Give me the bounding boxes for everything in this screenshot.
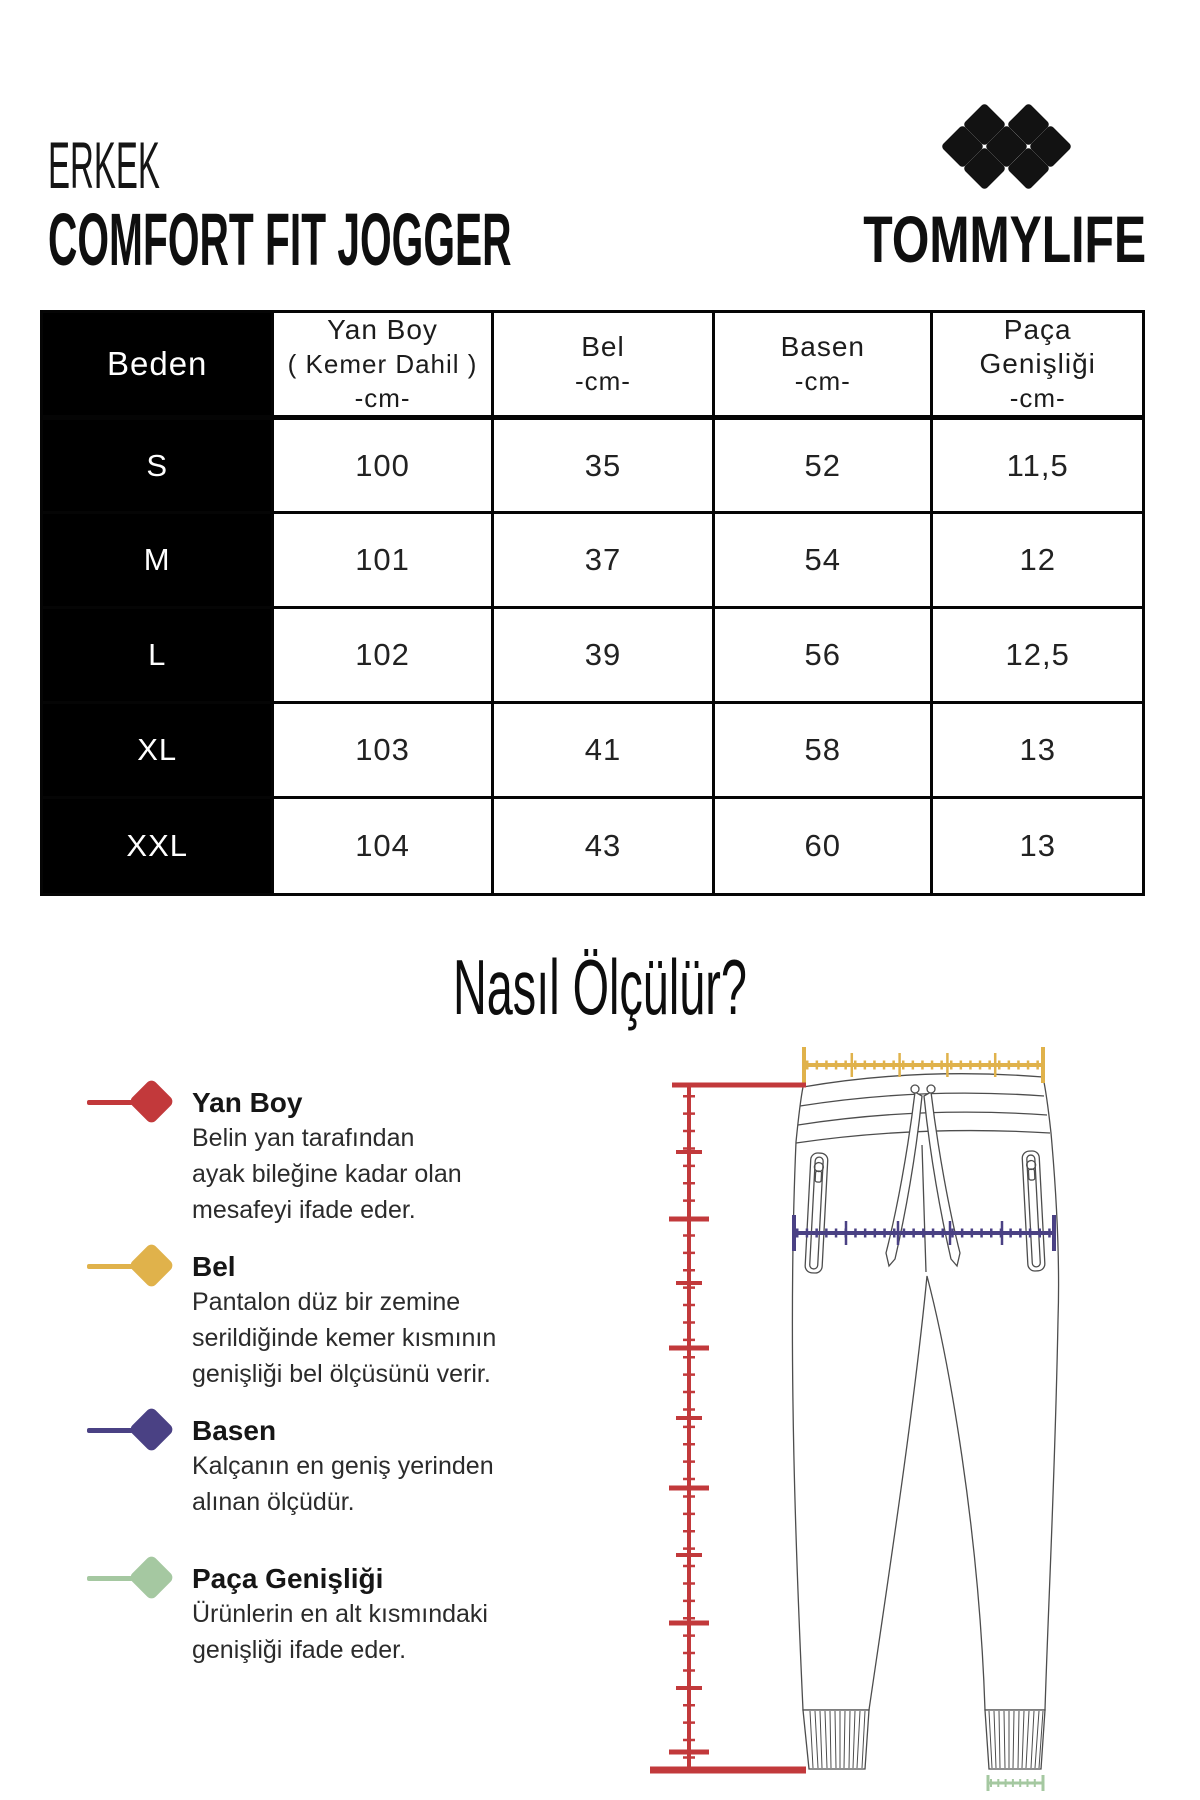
value-cell: 35 bbox=[492, 418, 714, 513]
jogger-measurement-diagram bbox=[620, 920, 1180, 1800]
marker-line bbox=[87, 1100, 133, 1105]
value-cell: 13 bbox=[932, 798, 1144, 895]
brand-name-text: TOMMYLIFE bbox=[863, 202, 1147, 276]
marker-line bbox=[87, 1264, 133, 1269]
brand-name bbox=[805, 202, 1200, 276]
legend-item-yan-boy bbox=[75, 1086, 545, 1228]
legend-item-description: Pantalon düz bir zemine serildiğinde kemer kısmının genişliği bel ölçüsünü verir. bbox=[192, 1288, 497, 1388]
diamond-marker-icon bbox=[128, 1242, 175, 1289]
value-cell: 100 bbox=[273, 418, 492, 513]
table-row-l bbox=[42, 608, 1144, 703]
legend-item-bel bbox=[75, 1250, 545, 1392]
size-label: S bbox=[42, 418, 273, 513]
value-cell: 37 bbox=[492, 513, 714, 608]
jogger-outline bbox=[792, 1074, 1058, 1769]
category-text: ERKEK bbox=[48, 128, 160, 202]
category-label bbox=[48, 128, 272, 202]
value-cell: 54 bbox=[714, 513, 932, 608]
product-title-text: COMFORT FIT JOGGER bbox=[48, 198, 512, 281]
value-cell: 41 bbox=[492, 703, 714, 798]
column-header-beden: Beden bbox=[42, 312, 273, 418]
legend-item-description: Kalçanın en geniş yerinden alınan ölçüdür. bbox=[192, 1452, 494, 1516]
value-cell: 12 bbox=[932, 513, 1144, 608]
value-cell: 103 bbox=[273, 703, 492, 798]
legend-item-paca-genisligi bbox=[75, 1562, 545, 1668]
size-table bbox=[40, 310, 1145, 896]
value-cell: 11,5 bbox=[932, 418, 1144, 513]
size-label: M bbox=[42, 513, 273, 608]
table-row-xxl bbox=[42, 798, 1144, 895]
value-cell: 13 bbox=[932, 703, 1144, 798]
table-header-row bbox=[42, 312, 1144, 418]
jogger-body bbox=[792, 1074, 1058, 1710]
value-cell: 60 bbox=[714, 798, 932, 895]
table-row-s bbox=[42, 418, 1144, 513]
table-row-xl bbox=[42, 703, 1144, 798]
measurement-legend bbox=[75, 1086, 545, 1690]
legend-item-description: Belin yan tarafından ayak bileğine kadar olan mesafeyi ifade eder. bbox=[192, 1124, 462, 1224]
value-cell: 12,5 bbox=[932, 608, 1144, 703]
size-label: L bbox=[42, 608, 273, 703]
size-label: XXL bbox=[42, 798, 273, 895]
column-header-bel: Bel -cm- bbox=[492, 312, 714, 418]
size-label: XL bbox=[42, 703, 273, 798]
marker-line bbox=[87, 1428, 133, 1433]
column-header-basen: Basen -cm- bbox=[714, 312, 932, 418]
diamond-cluster-icon bbox=[943, 103, 1070, 190]
legend-item-description: Ürünlerin en alt kısmındaki genişliği ifade eder. bbox=[192, 1600, 488, 1664]
diamond-marker-icon bbox=[128, 1554, 175, 1601]
column-header-yan-boy: Yan Boy ( Kemer Dahil ) -cm- bbox=[273, 312, 492, 418]
legend-item-basen bbox=[75, 1414, 545, 1520]
value-cell: 104 bbox=[273, 798, 492, 895]
value-cell: 56 bbox=[714, 608, 932, 703]
legend-item-title: Paça Genişliği bbox=[192, 1563, 384, 1594]
marker-line bbox=[87, 1576, 133, 1581]
table-row-m bbox=[42, 513, 1144, 608]
value-cell: 101 bbox=[273, 513, 492, 608]
legend-item-title: Bel bbox=[192, 1251, 236, 1282]
product-title bbox=[48, 198, 891, 281]
grommet-icon bbox=[911, 1085, 919, 1093]
how-to-measure-title-text: Nasıl Ölçülür? bbox=[453, 943, 747, 1031]
value-cell: 43 bbox=[492, 798, 714, 895]
side-length-ruler bbox=[650, 1085, 806, 1770]
grommet-icon bbox=[927, 1085, 935, 1093]
value-cell: 58 bbox=[714, 703, 932, 798]
column-header-paca-genisligi: Paça Genişliği -cm- bbox=[932, 312, 1144, 418]
value-cell: 102 bbox=[273, 608, 492, 703]
legend-item-title: Yan Boy bbox=[192, 1087, 303, 1118]
diamond-marker-icon bbox=[128, 1078, 175, 1125]
diamond-marker-icon bbox=[128, 1406, 175, 1453]
value-cell: 39 bbox=[492, 608, 714, 703]
hem-width-ruler bbox=[988, 1775, 1043, 1791]
value-cell: 52 bbox=[714, 418, 932, 513]
legend-item-title: Basen bbox=[192, 1415, 277, 1446]
